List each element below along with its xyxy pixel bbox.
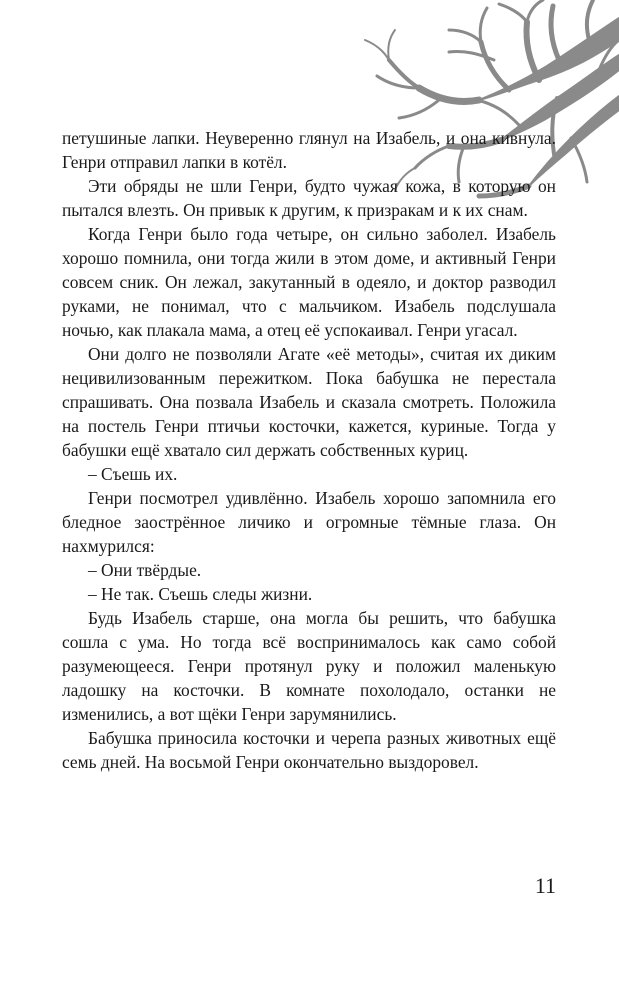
paragraph: Они долго не позволяли Агате «её методы», считая их диким нецивилизованным пережитком. Пока бабушка не перестала спрашивать. Она позвала Изабель и сказала смотреть. Положила на постель Генри птичьи косточки, кажется, куриные. Тогда у бабушки ещё хватало сил держать собственных куриц. (62, 344, 556, 460)
paragraph: Когда Генри было года четыре, он сильно заболел. Изабель хорошо помнила, они тогда жили в этом доме, и активный Генри совсем сник. Он лежал, закутанный в одеяло, и доктор разводил руками, не понимал, что с мальчиком. Изабель подслушала ночью, как плакала мама, а отец её успокаивал. Генри угасал. (62, 224, 556, 340)
page-number: 11 (534, 873, 556, 898)
dialogue-line: – Съешь их. (88, 464, 178, 484)
paragraph: Генри посмотрел удивлённо. Изабель хорошо запомнила его бледное заострённое личико и огромные тёмные глаза. Он нахмурился: (62, 488, 556, 556)
paragraph: Бабушка приносила косточки и черепа разных животных ещё семь дней. На восьмой Генри окончательно выздоровел. (62, 728, 556, 772)
paragraph: петушиные лапки. Неуверенно глянул на Изабель, и она кивнула. Генри отправил лапки в котёл. (62, 128, 556, 172)
dialogue-line: – Не так. Съешь следы жизни. (88, 584, 313, 604)
dialogue-line: – Они твёрдые. (88, 560, 202, 580)
paragraph: Будь Изабель старше, она могла бы решить, что бабушка сошла с ума. Но тогда всё воспринималось как само собой разумеющееся. Генри протянул руку и положил маленькую ладошку на косточки. В комнате похолодало, останки не изменились, а вот щёки Генри зарумянились. (62, 608, 556, 724)
paragraph: Эти обряды не шли Генри, будто чужая кожа, в которую он пытался влезть. Он привык к другим, к призракам и к их снам. (62, 176, 556, 220)
body-text (62, 126, 556, 774)
